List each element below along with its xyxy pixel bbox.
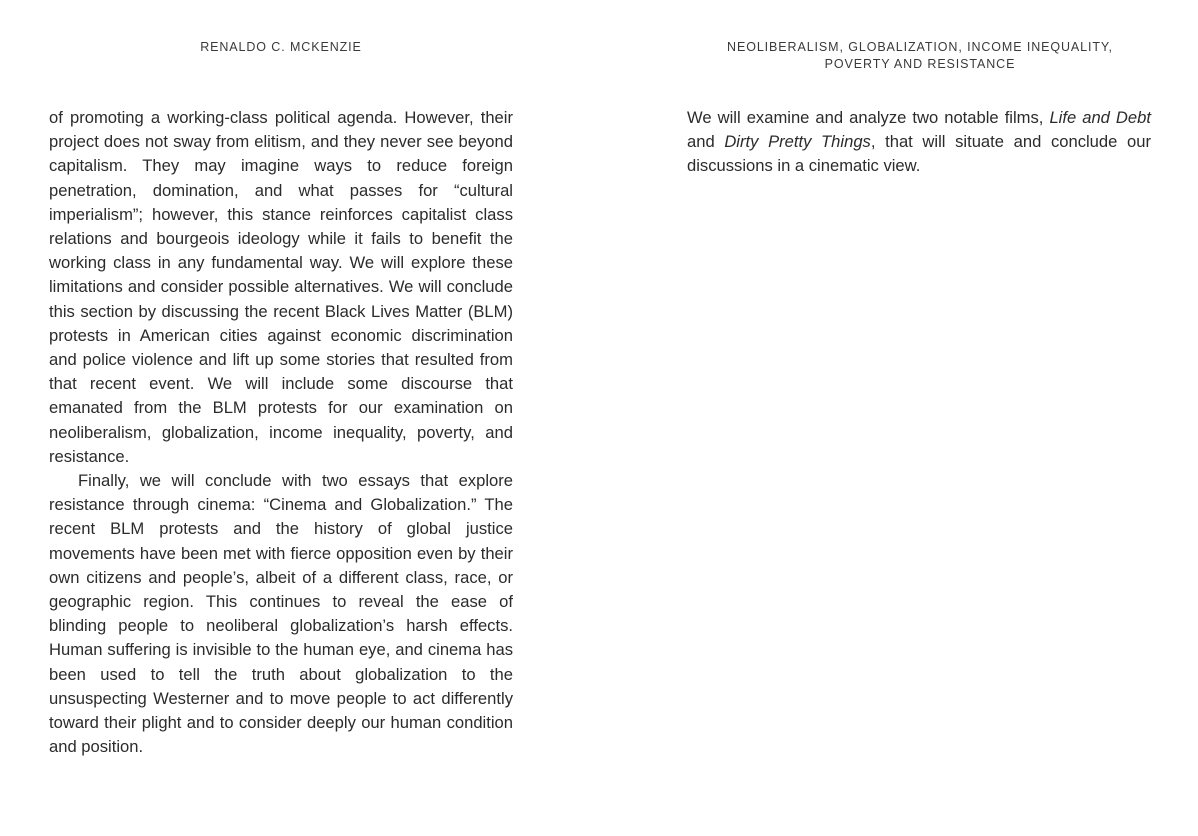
running-head-author-text: RENALDO C. MCKENZIE: [200, 40, 362, 54]
film-title-life-and-debt: Life and Debt: [1049, 108, 1151, 127]
paragraph: of promoting a working-class political agenda. However, their project does not sway from elitism, and they never see beyond capitalism. They may imagine ways to reduce foreign penetration, domination, and what passes for “cultural imperialism”; however, this stance reinforces capitalist class relations and bourgeois ideology while it fails to benefit the working class in any fundamental way. We will explore these limitations and consider possible alternatives. We will conclude this section by discussing the recent Black Lives Matter (BLM) protests in American cities against economic discrimination and police violence and lift up some stories that resulted from that recent event. We will include some discourse that emanated from the BLM protests for our examination on neoliberalism, globalization, income inequality, poverty, and resistance.: [49, 108, 513, 466]
running-head-title-line-2: POVERTY AND RESISTANCE: [824, 57, 1016, 71]
paragraph: Finally, we will conclude with two essays that explore resistance through cinema: “Cinema and Globalization.” The recent BLM protests and the history of global justice movements have been met with fierce opposition even by their own citizens and people’s, albeit of a different class, race, or geographic region. This continues to reveal the ease of blinding people to neoliberal globalization’s harsh effects. Human suffering is invisible to the human eye, and cinema has been used to tell the truth about globalization to the unsuspecting Westerner and to move people to act differently toward their plight and to consider deeply our human condition and position.: [49, 471, 513, 757]
running-head-title: [687, 39, 1153, 73]
paragraph-text: and: [687, 132, 725, 152]
film-title-dirty-pretty-things: Dirty Pretty Things: [724, 132, 871, 152]
left-page-body: [49, 106, 513, 759]
paragraph-text: We will examine and analyze two notable films,: [687, 108, 1050, 127]
running-head-author: [48, 39, 514, 56]
paragraph-text: , that will situate and conclude our discussions in a cinematic view.: [687, 132, 1151, 176]
right-page-body: [687, 106, 1151, 179]
running-head-title-line-1: NEOLIBERALISM, GLOBALIZATION, INCOME INEQUALITY,: [727, 40, 1113, 54]
paragraph: [687, 106, 1151, 179]
right-page: [599, 0, 1198, 836]
